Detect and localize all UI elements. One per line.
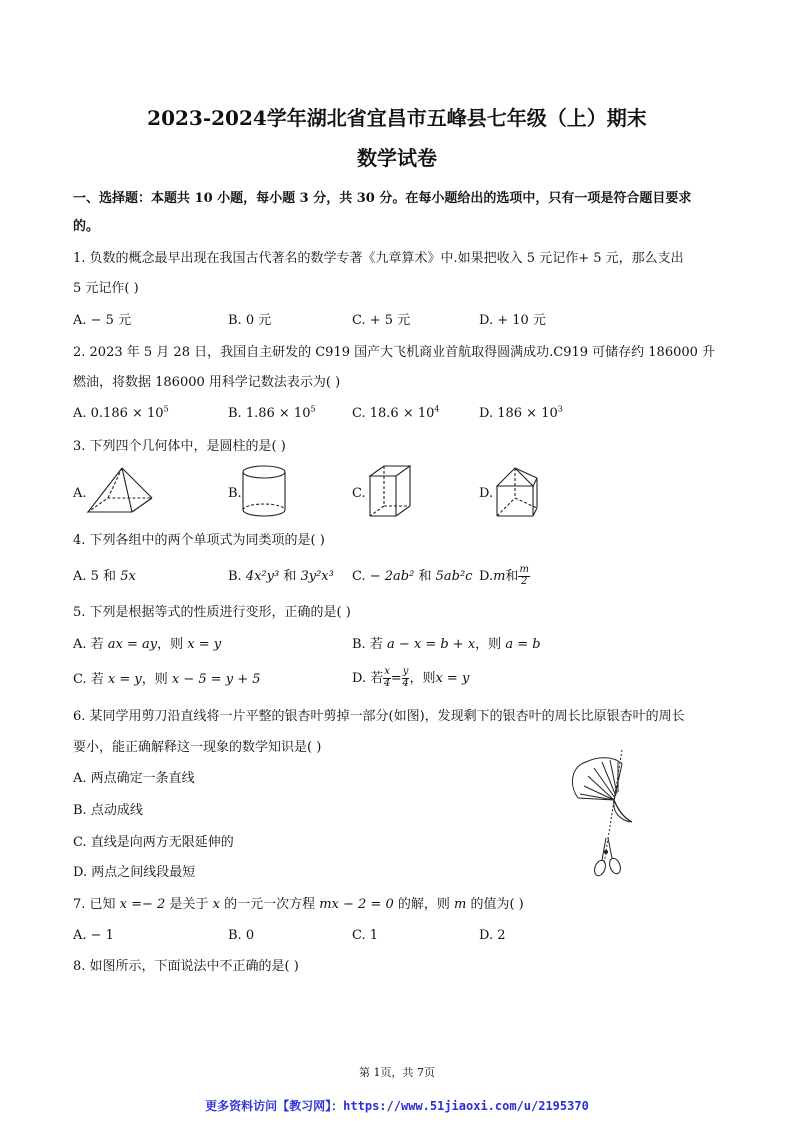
q3-stem: 3. 下列四个几何体中，是圆柱的是( ) [73,439,286,454]
q2-option-c: C. $18.6 \times 10^4$ [352,404,440,421]
q5-option-a: A. 若 ax = ay，则 x = y [73,637,222,652]
q7-stem: 7. 已知 x =− 2 是关于 x 的一元一次方程 mx − 2 = 0 的解，则 m 的值为( ) [73,897,524,912]
q5-option-c: C. 若 x = y，则 x − 5 = y + 5 [73,672,261,687]
triangular-prism-figure [493,464,543,520]
q5-option-b: B. 若 a − x = b + x，则 a = b [352,637,541,652]
q6-stem-cont: 要小，能正确解释这一现象的数学知识是( ) [73,740,322,755]
prism-figure [366,462,416,520]
q4-option-c: C. − 2ab² 和 5ab²c [352,569,473,584]
q1-option-d: D. + 10 元 [479,313,546,328]
q3-option-b: B. [228,486,242,501]
ginkgo-leaf-scissors-figure [560,748,640,886]
q7-option-a: A. − 1 [73,928,114,943]
q2-option-d: D. $186 \times 10^3$ [479,404,563,421]
exam-title-line1: 2023-2024学年湖北省宜昌市五峰县七年级（上）期末 [147,106,647,130]
q1-stem-cont: 5 元记作( ) [73,281,139,296]
q2-option-a: A. $0.186 \times 10^5$ [73,404,169,421]
q2-option-b: B. $1.86 \times 10^5$ [228,404,316,421]
cylinder-figure [239,464,289,520]
pyramid-figure [86,466,156,518]
q3-option-a: A. [73,486,87,501]
q6-stem: 6. 某同学用剪刀沿直线将一片平整的银杏叶剪掉一部分(如图)，发现剩下的银杏叶的周长比原银杏叶的周长 [73,709,685,724]
q8-stem: 8. 如图所示，下面说法中不正确的是( ) [73,959,299,974]
q3-option-d: D. [479,486,494,501]
q4-option-d: D. m 和 $\frac{m}{2}$ [479,564,529,587]
q6-option-c: C. 直线是向两方无限延伸的 [73,835,234,850]
q4-option-a: A. 5 和 5x [73,569,136,584]
exam-title-line2: 数学试卷 [357,146,437,170]
q1-option-c: C. + 5 元 [352,313,411,328]
q1-option-a: A. − 5 元 [73,313,132,328]
q3-option-c: C. [352,486,366,501]
q7-option-d: D. 2 [479,928,506,943]
q6-option-a: A. 两点确定一条直线 [73,771,195,786]
promo-link[interactable]: 更多资料访问【教习网】：https://www.51jiaoxi.com/u/2195370 [205,1099,589,1113]
q7-option-b: B. 0 [228,928,255,943]
q7-option-c: C. 1 [352,928,379,943]
q6-option-d: D. 两点之间线段最短 [73,865,196,880]
q1-stem: 1. 负数的概念最早出现在我国古代著名的数学专著《九章算术》中.如果把收入 5 元记作+ 5 元，那么支出 [73,251,684,266]
section-heading-cont: 的。 [73,219,100,234]
section-heading: 一、选择题：本题共 10 小题，每小题 3 分，共 30 分。在每小题给出的选项中，只有一项是符合题目要求 [73,191,692,206]
q5-option-d: D. 若 $\frac{x}{4}$ = $\frac{y}{4}$ ，则 x = y [352,666,470,689]
q4-stem: 4. 下列各组中的两个单项式为同类项的是( ) [73,533,325,548]
q5-stem: 5. 下列是根据等式的性质进行变形，正确的是( ) [73,605,351,620]
q4-option-b: B. 4x²y³ 和 3y²x³ [228,569,334,584]
q2-stem: 2. 2023 年 5 月 28 日，我国自主研发的 C919 国产大飞机商业首航取得圆满成功.C919 可储存约 186000 升 [73,345,716,360]
q2-stem-cont: 燃油，将数据 186000 用科学记数法表示为( ) [73,375,341,390]
q6-option-b: B. 点动成线 [73,803,143,818]
q1-option-b: B. 0 元 [228,313,272,328]
page-number: 第 1页，共 7页 [359,1066,435,1079]
